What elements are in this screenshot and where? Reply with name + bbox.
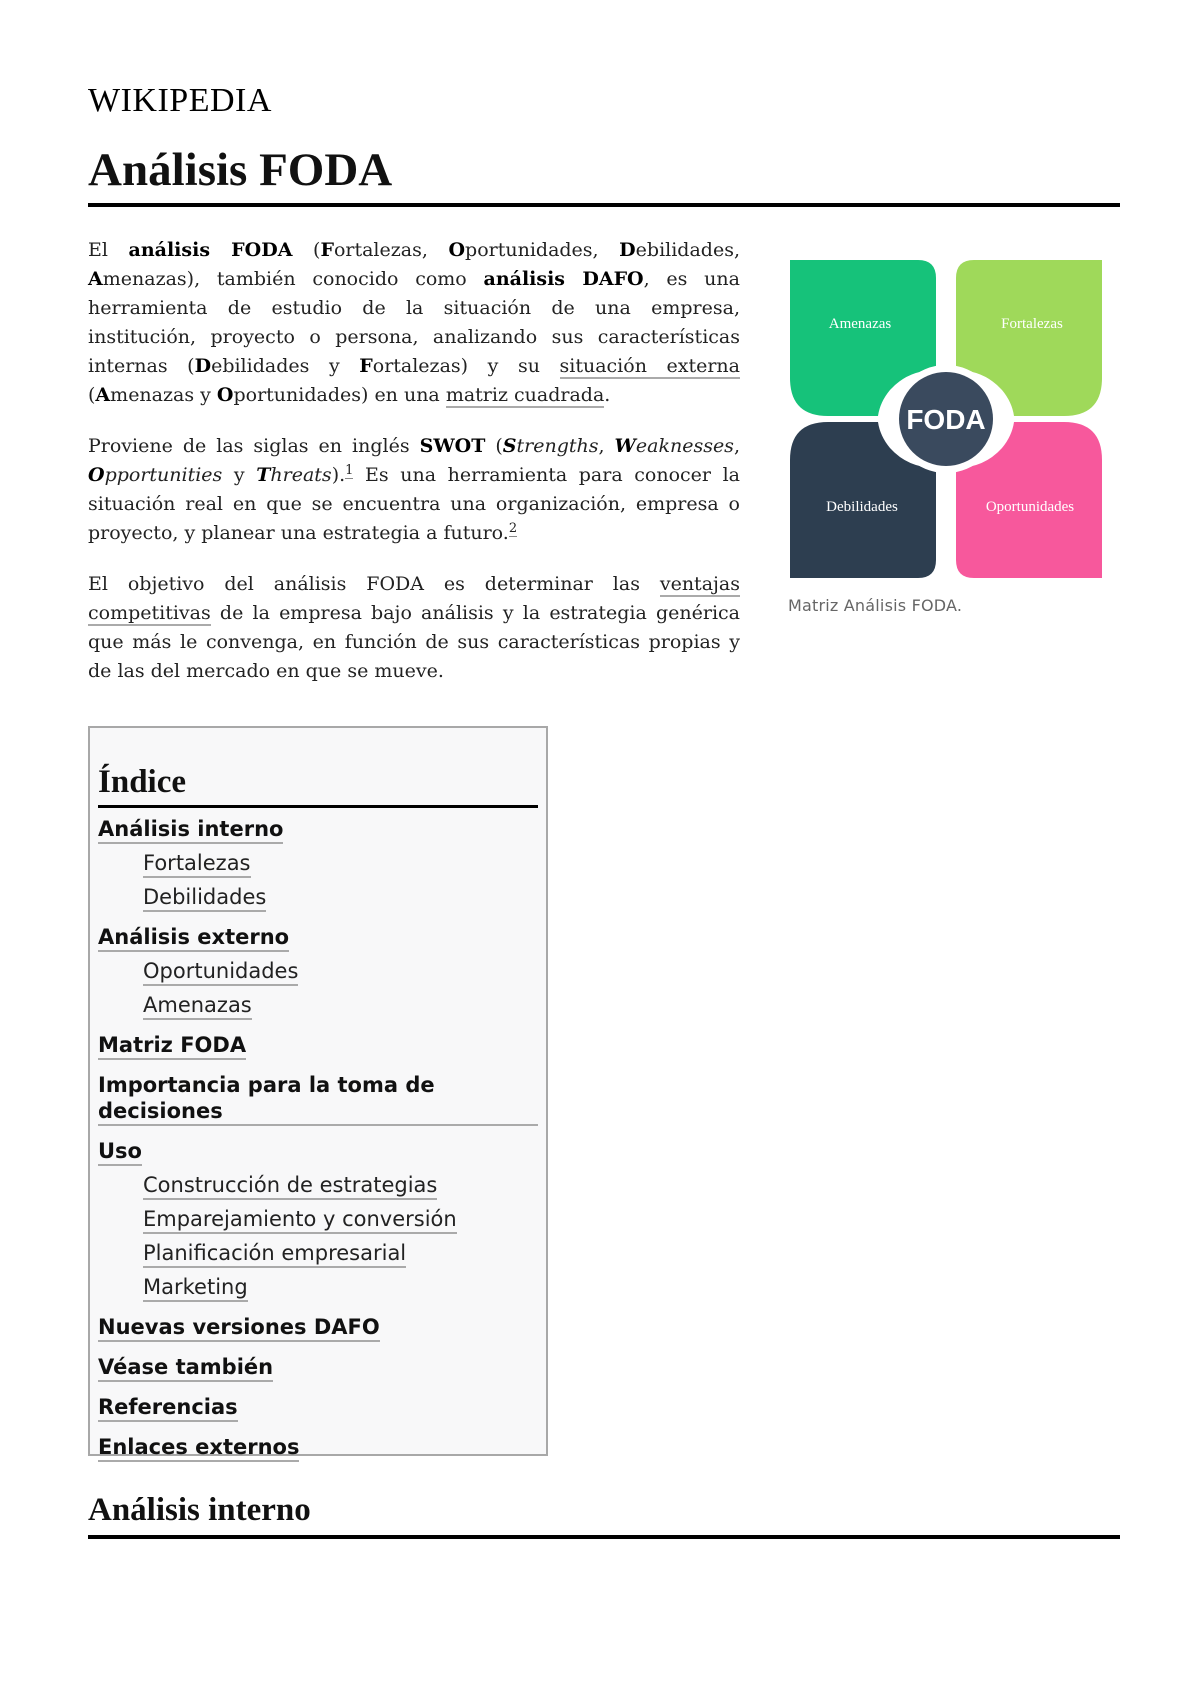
toc-subitem: [98, 850, 538, 878]
toc-sublink[interactable]: Fortalezas: [143, 850, 251, 878]
toc-link[interactable]: Análisis interno: [98, 816, 283, 844]
toc-subitem: [98, 1172, 538, 1200]
toc-subitem: [98, 992, 538, 1020]
intro-paragraph-2: Proviene de las siglas en inglés SWOT (Strengths, Weaknesses, Opportunities y Threats).$^1$ Es una herramienta para conocer la situación real en que se encuentra una organización, empresa o proyecto, y planear una estrategia a futuro.$^2$: [88, 435, 740, 544]
table-of-contents: [88, 726, 548, 1459]
foda-center-label: FODA: [906, 404, 986, 435]
link-ventajas-competitivas[interactable]: ventajas competitivas: [88, 573, 740, 624]
wikipedia-wordmark[interactable]: WIKIPEDIA: [88, 82, 272, 119]
toc-list: [98, 816, 538, 1462]
reference-2[interactable]: 2: [508, 520, 518, 536]
label-debilidades: Debilidades: [826, 499, 898, 515]
article-intro: [88, 236, 740, 708]
toc-item: [98, 1354, 538, 1382]
toc-sublist: [98, 1172, 538, 1302]
toc-link[interactable]: Nuevas versiones DAFO: [98, 1314, 380, 1342]
toc-link[interactable]: Matriz FODA: [98, 1032, 246, 1060]
toc-item: [98, 1314, 538, 1342]
toc-link[interactable]: Véase también: [98, 1354, 273, 1382]
intro-paragraph-3: El objetivo del análisis FODA es determinar las ventajas competitivas de la empresa bajo análisis y la estrategia genérica que más le convenga, en función de sus características propias y de las del mercado en que se mueve.: [88, 573, 740, 682]
page-title: Análisis FODA: [88, 146, 1120, 207]
toc-link[interactable]: Uso: [98, 1138, 142, 1166]
toc-link[interactable]: Referencias: [98, 1394, 238, 1422]
link-matriz-cuadrada[interactable]: matriz cuadrada: [445, 384, 605, 406]
label-fortalezas: Fortalezas: [1001, 316, 1063, 332]
toc-item: [98, 1032, 538, 1060]
toc-sublink[interactable]: Construcción de estrategias: [143, 1172, 437, 1200]
toc-item: [98, 816, 538, 912]
toc-sublink[interactable]: Marketing: [143, 1274, 248, 1302]
section-heading-analisis-interno: Análisis interno: [88, 1492, 1120, 1539]
toc-item: [98, 1138, 538, 1302]
toc-link[interactable]: Importancia para la toma de decisiones: [98, 1072, 538, 1126]
link-situacion-externa[interactable]: situación externa: [559, 355, 740, 377]
toc-subitem: [98, 1240, 538, 1268]
toc-title: Índice: [98, 764, 538, 808]
figure-caption: Matriz Análisis FODA.: [788, 596, 963, 615]
intro-paragraph-1: El análisis FODA (Fortalezas, Oportunidades, Debilidades, Amenazas), también conocido como análisis DAFO, es una herramienta de estudio de la situación de una empresa, institución, proyecto o persona, analizando sus características internas (Debilidades y Fortalezas) y su situación externa (Amenazas y Oportunidades) en una matriz cuadrada.: [88, 239, 740, 406]
toc-sublist: [98, 958, 538, 1020]
toc-sublist: [98, 850, 538, 912]
toc-sublink[interactable]: Oportunidades: [143, 958, 298, 986]
toc-item: [98, 924, 538, 1020]
toc-subitem: [98, 958, 538, 986]
label-amenazas: Amenazas: [828, 316, 892, 332]
toc-item: [98, 1072, 538, 1126]
toc-sublink[interactable]: Debilidades: [143, 884, 266, 912]
toc-link[interactable]: Enlaces externos: [98, 1434, 299, 1462]
toc-link[interactable]: Análisis externo: [98, 924, 289, 952]
label-oportunidades: Oportunidades: [985, 499, 1075, 515]
toc-subitem: [98, 1206, 538, 1234]
toc-item: [98, 1434, 538, 1462]
toc-subitem: [98, 884, 538, 912]
reference-1[interactable]: 1: [345, 462, 354, 478]
foda-matrix-image[interactable]: [788, 258, 1104, 580]
toc-subitem: [98, 1274, 538, 1302]
toc-sublink[interactable]: Amenazas: [143, 992, 252, 1020]
foda-figure: [788, 258, 1118, 615]
toc-sublink[interactable]: Emparejamiento y conversión: [143, 1206, 457, 1234]
toc-sublink[interactable]: Planificación empresarial: [143, 1240, 406, 1268]
toc-item: [98, 1394, 538, 1422]
